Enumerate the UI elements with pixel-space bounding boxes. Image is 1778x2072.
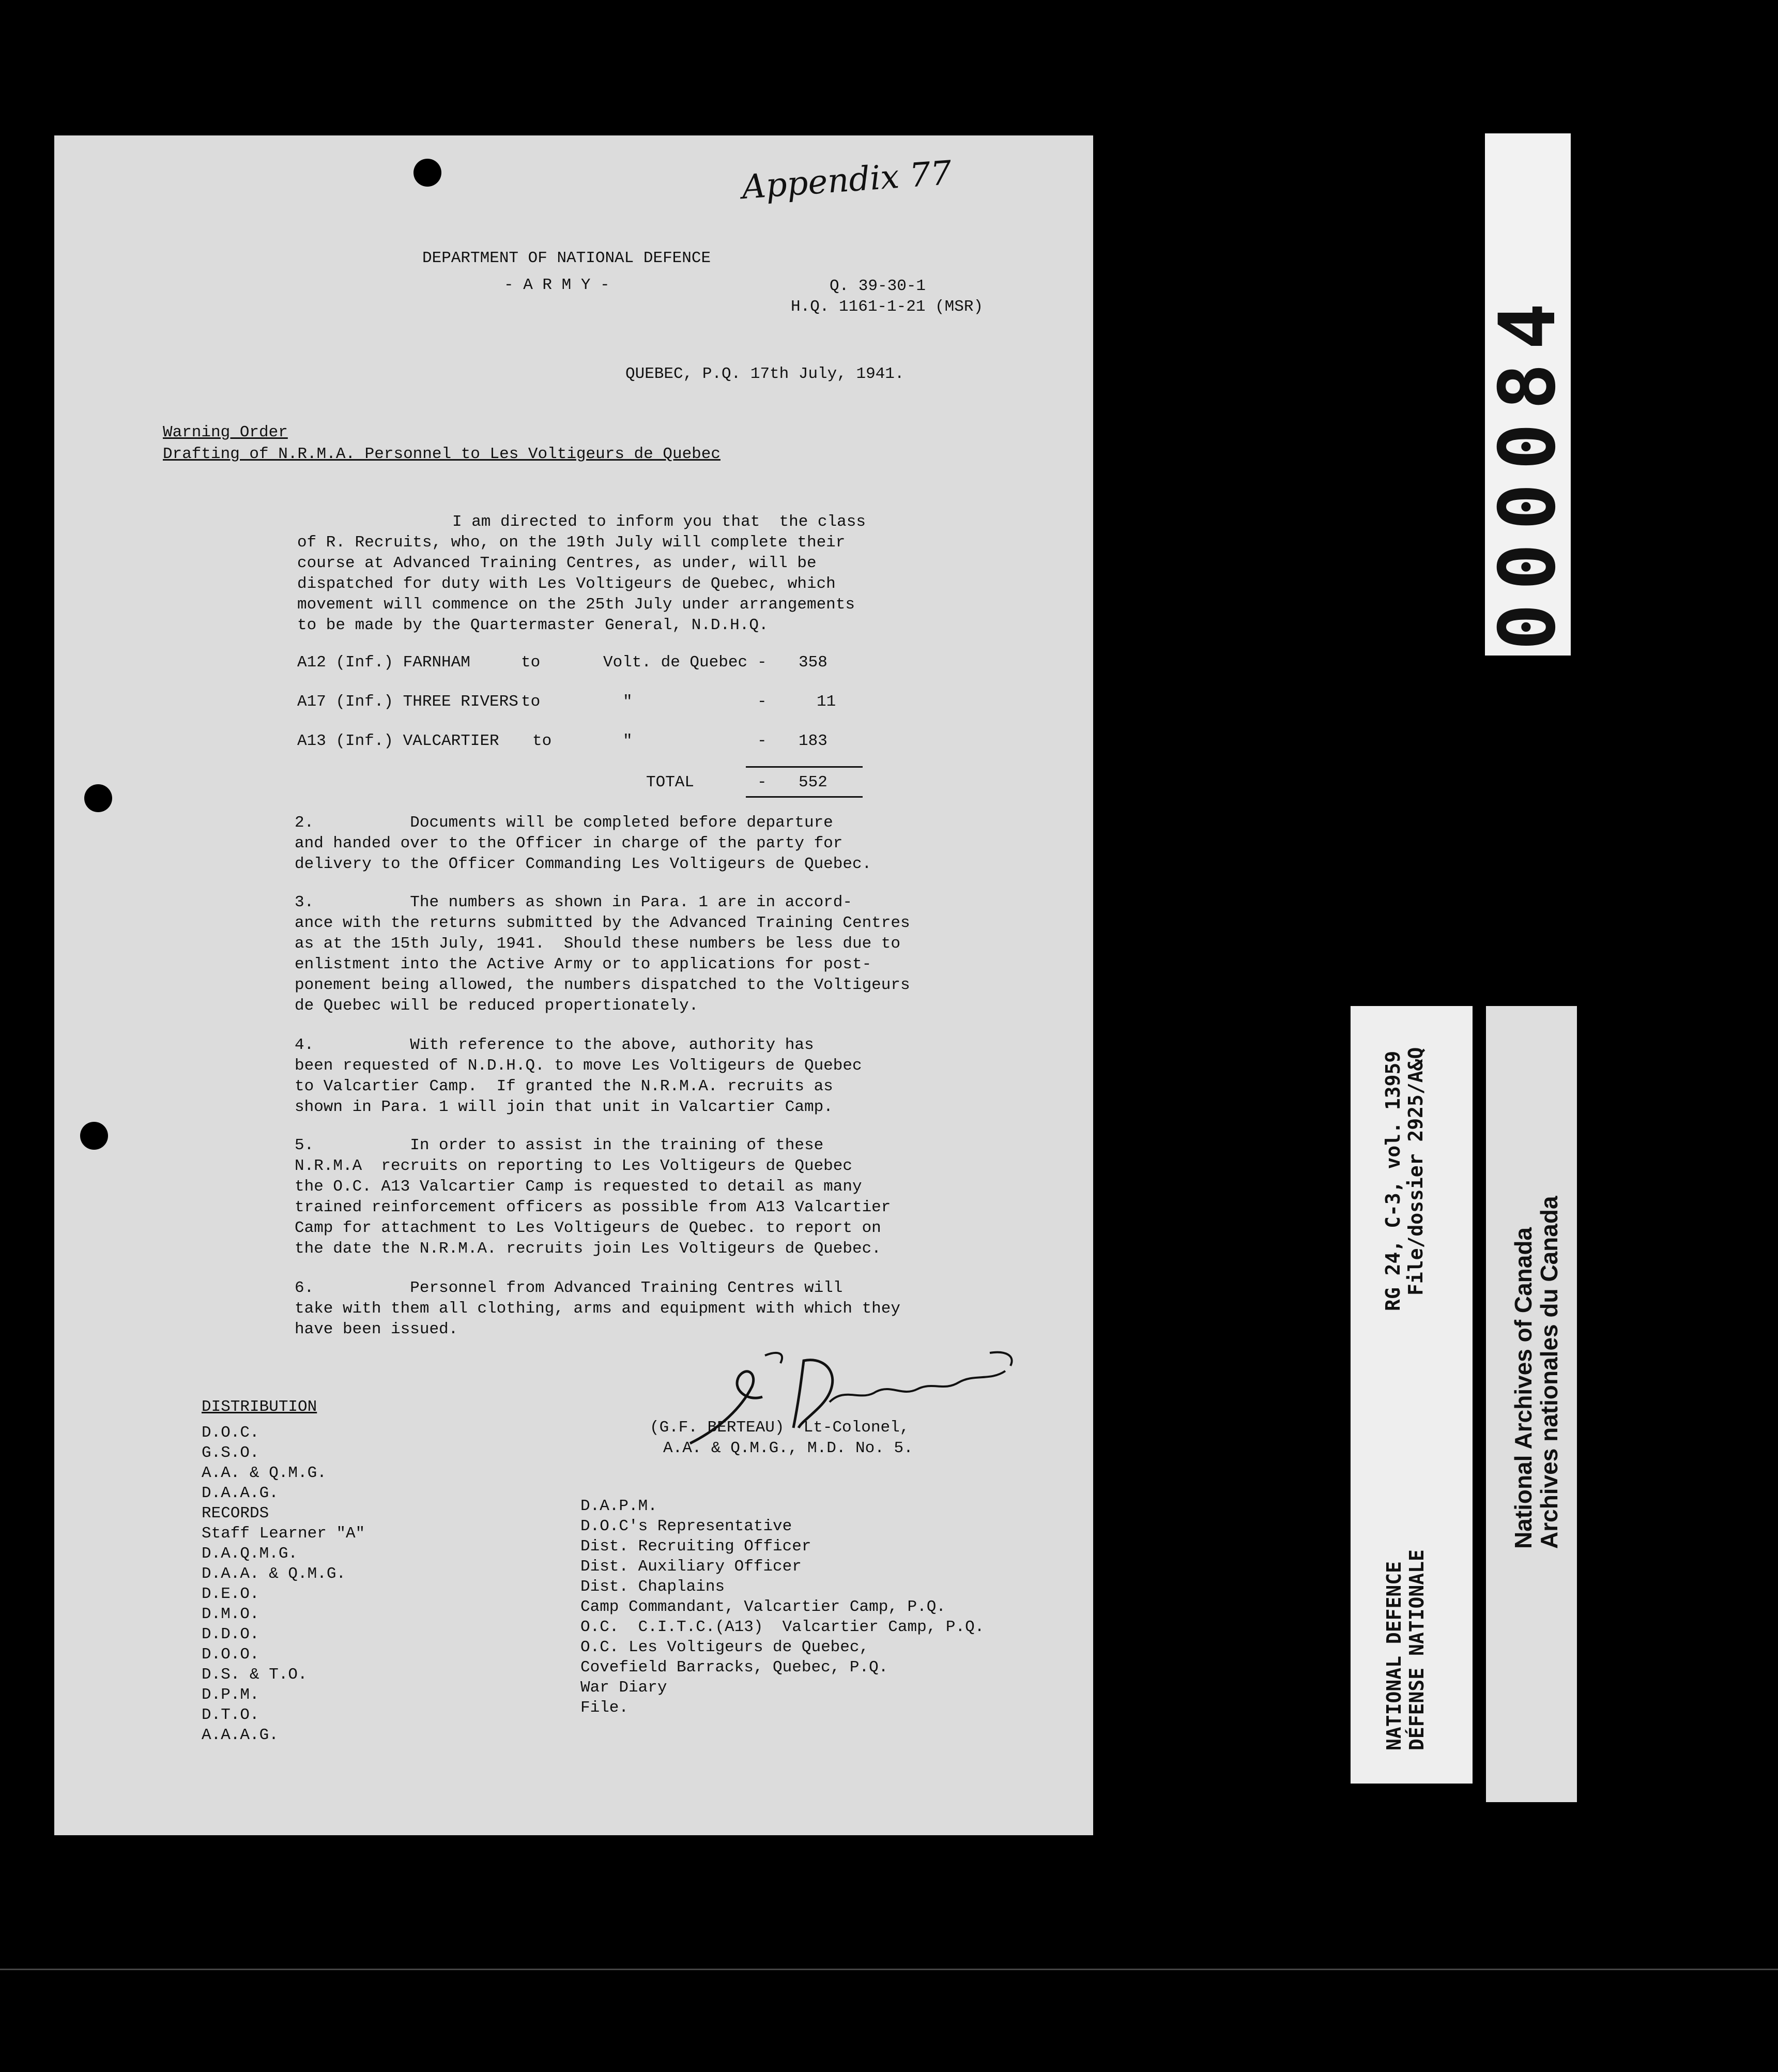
text-line: Camp for attachment to Les Voltigeurs de Quebec. to report on xyxy=(295,1219,881,1237)
list-item: D.P.M. xyxy=(202,1686,259,1704)
list-item: Dist. Auxiliary Officer xyxy=(580,1558,802,1576)
list-item: A.A. & Q.M.G. xyxy=(202,1464,327,1482)
text-line: movement will commence on the 25th July under arrangements xyxy=(297,596,855,614)
text-line: trained reinforcement officers as possible from A13 Valcartier xyxy=(295,1198,891,1216)
frame-edge-line xyxy=(0,1969,1778,1970)
list-item: War Diary xyxy=(580,1679,667,1697)
list-item: O.C. Les Voltigeurs de Quebec, xyxy=(580,1638,869,1656)
archives-name-french: Archives nationales du Canada xyxy=(1536,1196,1562,1549)
text-line: as at the 15th July, 1941. Should these numbers be less due to xyxy=(295,935,900,953)
list-item: G.S.O. xyxy=(202,1444,259,1462)
army-heading: - A R M Y - xyxy=(504,276,610,294)
frame-number-strip xyxy=(1485,133,1571,656)
table-to: to xyxy=(532,732,552,750)
file-reference-1: Q. 39-30-1 xyxy=(830,277,926,295)
archive-reference-line-2: File/dossier 2925/A&Q xyxy=(1404,1047,1427,1296)
list-item: D.E.O. xyxy=(202,1585,259,1603)
table-unit: A17 (Inf.) THREE RIVERS xyxy=(297,693,518,711)
list-item: A.A.A.G. xyxy=(202,1726,279,1744)
file-reference-2: H.Q. 1161-1-21 (MSR) xyxy=(791,298,984,316)
frame-number: 000084 xyxy=(1483,290,1573,650)
table-unit: A13 (Inf.) VALCARTIER xyxy=(297,732,499,750)
total-rule-bottom xyxy=(746,796,863,798)
subject-line-2: Drafting of N.R.M.A. Personnel to Les Voltigeurs de Quebec xyxy=(163,445,721,463)
table-unit: A12 (Inf.) FARNHAM xyxy=(297,653,470,672)
signatory-title: A.A. & Q.M.G., M.D. No. 5. xyxy=(663,1439,913,1457)
table-destination: " xyxy=(623,732,633,750)
list-item: D.D.O. xyxy=(202,1625,259,1643)
text-line: 3. The numbers as shown in Para. 1 are in accord- xyxy=(295,893,852,911)
text-line: course at Advanced Training Centres, as under, will be xyxy=(297,554,817,572)
punch-hole xyxy=(413,159,441,187)
list-item: RECORDS xyxy=(202,1504,269,1522)
list-item: Staff Learner "A" xyxy=(202,1525,365,1543)
national-archives-label xyxy=(1486,1006,1577,1802)
text-line: I am directed to inform you that the class xyxy=(452,513,866,531)
text-line: ponement being allowed, the numbers dispatched to the Voltigeurs xyxy=(295,976,910,994)
table-to: to xyxy=(521,693,541,711)
archive-reference-label xyxy=(1351,1006,1473,1784)
text-line: take with them all clothing, arms and equipment with which they xyxy=(295,1300,900,1318)
list-item: D.T.O. xyxy=(202,1706,259,1724)
text-line: to Valcartier Camp. If granted the N.R.M.A. recruits as xyxy=(295,1077,833,1095)
text-line: de Quebec will be reduced propertionately. xyxy=(295,997,699,1015)
archive-reference-line-1: RG 24, C-3, vol. 13959 xyxy=(1382,1050,1404,1311)
list-item: D.A.A. & Q.M.G. xyxy=(202,1565,346,1583)
text-line: the O.C. A13 Valcartier Camp is requested to detail as many xyxy=(295,1178,862,1196)
table-number: 358 xyxy=(799,653,827,672)
table-dash: - xyxy=(757,732,767,750)
table-number: 11 xyxy=(817,693,836,711)
total-rule-top xyxy=(746,766,863,768)
table-destination: Volt. de Quebec xyxy=(603,653,748,672)
text-line: 2. Documents will be completed before departure xyxy=(295,814,833,832)
list-item: Covefield Barracks, Quebec, P.Q. xyxy=(580,1658,888,1677)
total-number: 552 xyxy=(799,773,827,791)
text-line: have been issued. xyxy=(295,1320,458,1338)
place-date: QUEBEC, P.Q. 17th July, 1941. xyxy=(625,365,905,383)
punch-hole xyxy=(80,1122,108,1150)
text-line: been requested of N.D.H.Q. to move Les Voltigeurs de Quebec xyxy=(295,1057,862,1075)
list-item: File. xyxy=(580,1699,629,1717)
signatory-name: (G.F. BERTEAU) Lt-Colonel, xyxy=(650,1419,910,1437)
text-line: 4. With reference to the above, authority has xyxy=(295,1036,814,1054)
table-to: to xyxy=(521,653,541,672)
text-line: ance with the returns submitted by the Advanced Training Centres xyxy=(295,914,910,932)
list-item: D.O.C's Representative xyxy=(580,1517,792,1535)
subject-line-1: Warning Order xyxy=(163,423,288,441)
list-item: D.A.P.M. xyxy=(580,1497,657,1515)
text-line: dispatched for duty with Les Voltigeurs de Quebec, which xyxy=(297,575,836,593)
document-page xyxy=(54,135,1093,1835)
department-label-line-1: NATIONAL DEFENCE xyxy=(1383,1561,1405,1750)
distribution-title: DISTRIBUTION xyxy=(202,1398,317,1416)
list-item: D.M.O. xyxy=(202,1605,259,1623)
total-label: TOTAL xyxy=(646,773,695,791)
archives-name-english: National Archives of Canada xyxy=(1510,1227,1537,1549)
list-item: D.S. & T.O. xyxy=(202,1666,308,1684)
table-dash: - xyxy=(757,693,767,711)
list-item: Camp Commandant, Valcartier Camp, P.Q. xyxy=(580,1598,946,1616)
table-dash: - xyxy=(757,653,767,672)
total-dash: - xyxy=(757,773,767,791)
list-item: D.A.A.G. xyxy=(202,1484,279,1502)
table-number: 183 xyxy=(799,732,827,750)
text-line: delivery to the Officer Commanding Les Voltigeurs de Quebec. xyxy=(295,855,872,873)
department-label-line-2: DÉFENSE NATIONALE xyxy=(1405,1549,1428,1750)
text-line: the date the N.R.M.A. recruits join Les Voltigeurs de Quebec. xyxy=(295,1240,881,1258)
list-item: D.A.Q.M.G. xyxy=(202,1545,298,1563)
text-line: shown in Para. 1 will join that unit in Valcartier Camp. xyxy=(295,1098,833,1116)
list-item: D.O.O. xyxy=(202,1646,259,1664)
department-heading: DEPARTMENT OF NATIONAL DEFENCE xyxy=(422,249,711,267)
text-line: of R. Recruits, who, on the 19th July will complete their xyxy=(297,534,846,552)
text-line: 5. In order to assist in the training of these xyxy=(295,1136,824,1154)
text-line: and handed over to the Officer in charge of the party for xyxy=(295,834,843,852)
punch-hole xyxy=(84,784,112,812)
text-line: N.R.M.A recruits on reporting to Les Voltigeurs de Quebec xyxy=(295,1157,852,1175)
table-destination: " xyxy=(623,693,633,711)
text-line: to be made by the Quartermaster General, N.D.H.Q. xyxy=(297,616,769,634)
list-item: Dist. Chaplains xyxy=(580,1578,725,1596)
list-item: O.C. C.I.T.C.(A13) Valcartier Camp, P.Q. xyxy=(580,1618,985,1636)
text-line: enlistment into the Active Army or to applications for post- xyxy=(295,955,872,973)
handwritten-annotation: Appendix 77 xyxy=(740,154,953,207)
list-item: D.O.C. xyxy=(202,1424,259,1442)
text-line: 6. Personnel from Advanced Training Centres will xyxy=(295,1279,843,1297)
list-item: Dist. Recruiting Officer xyxy=(580,1537,811,1556)
